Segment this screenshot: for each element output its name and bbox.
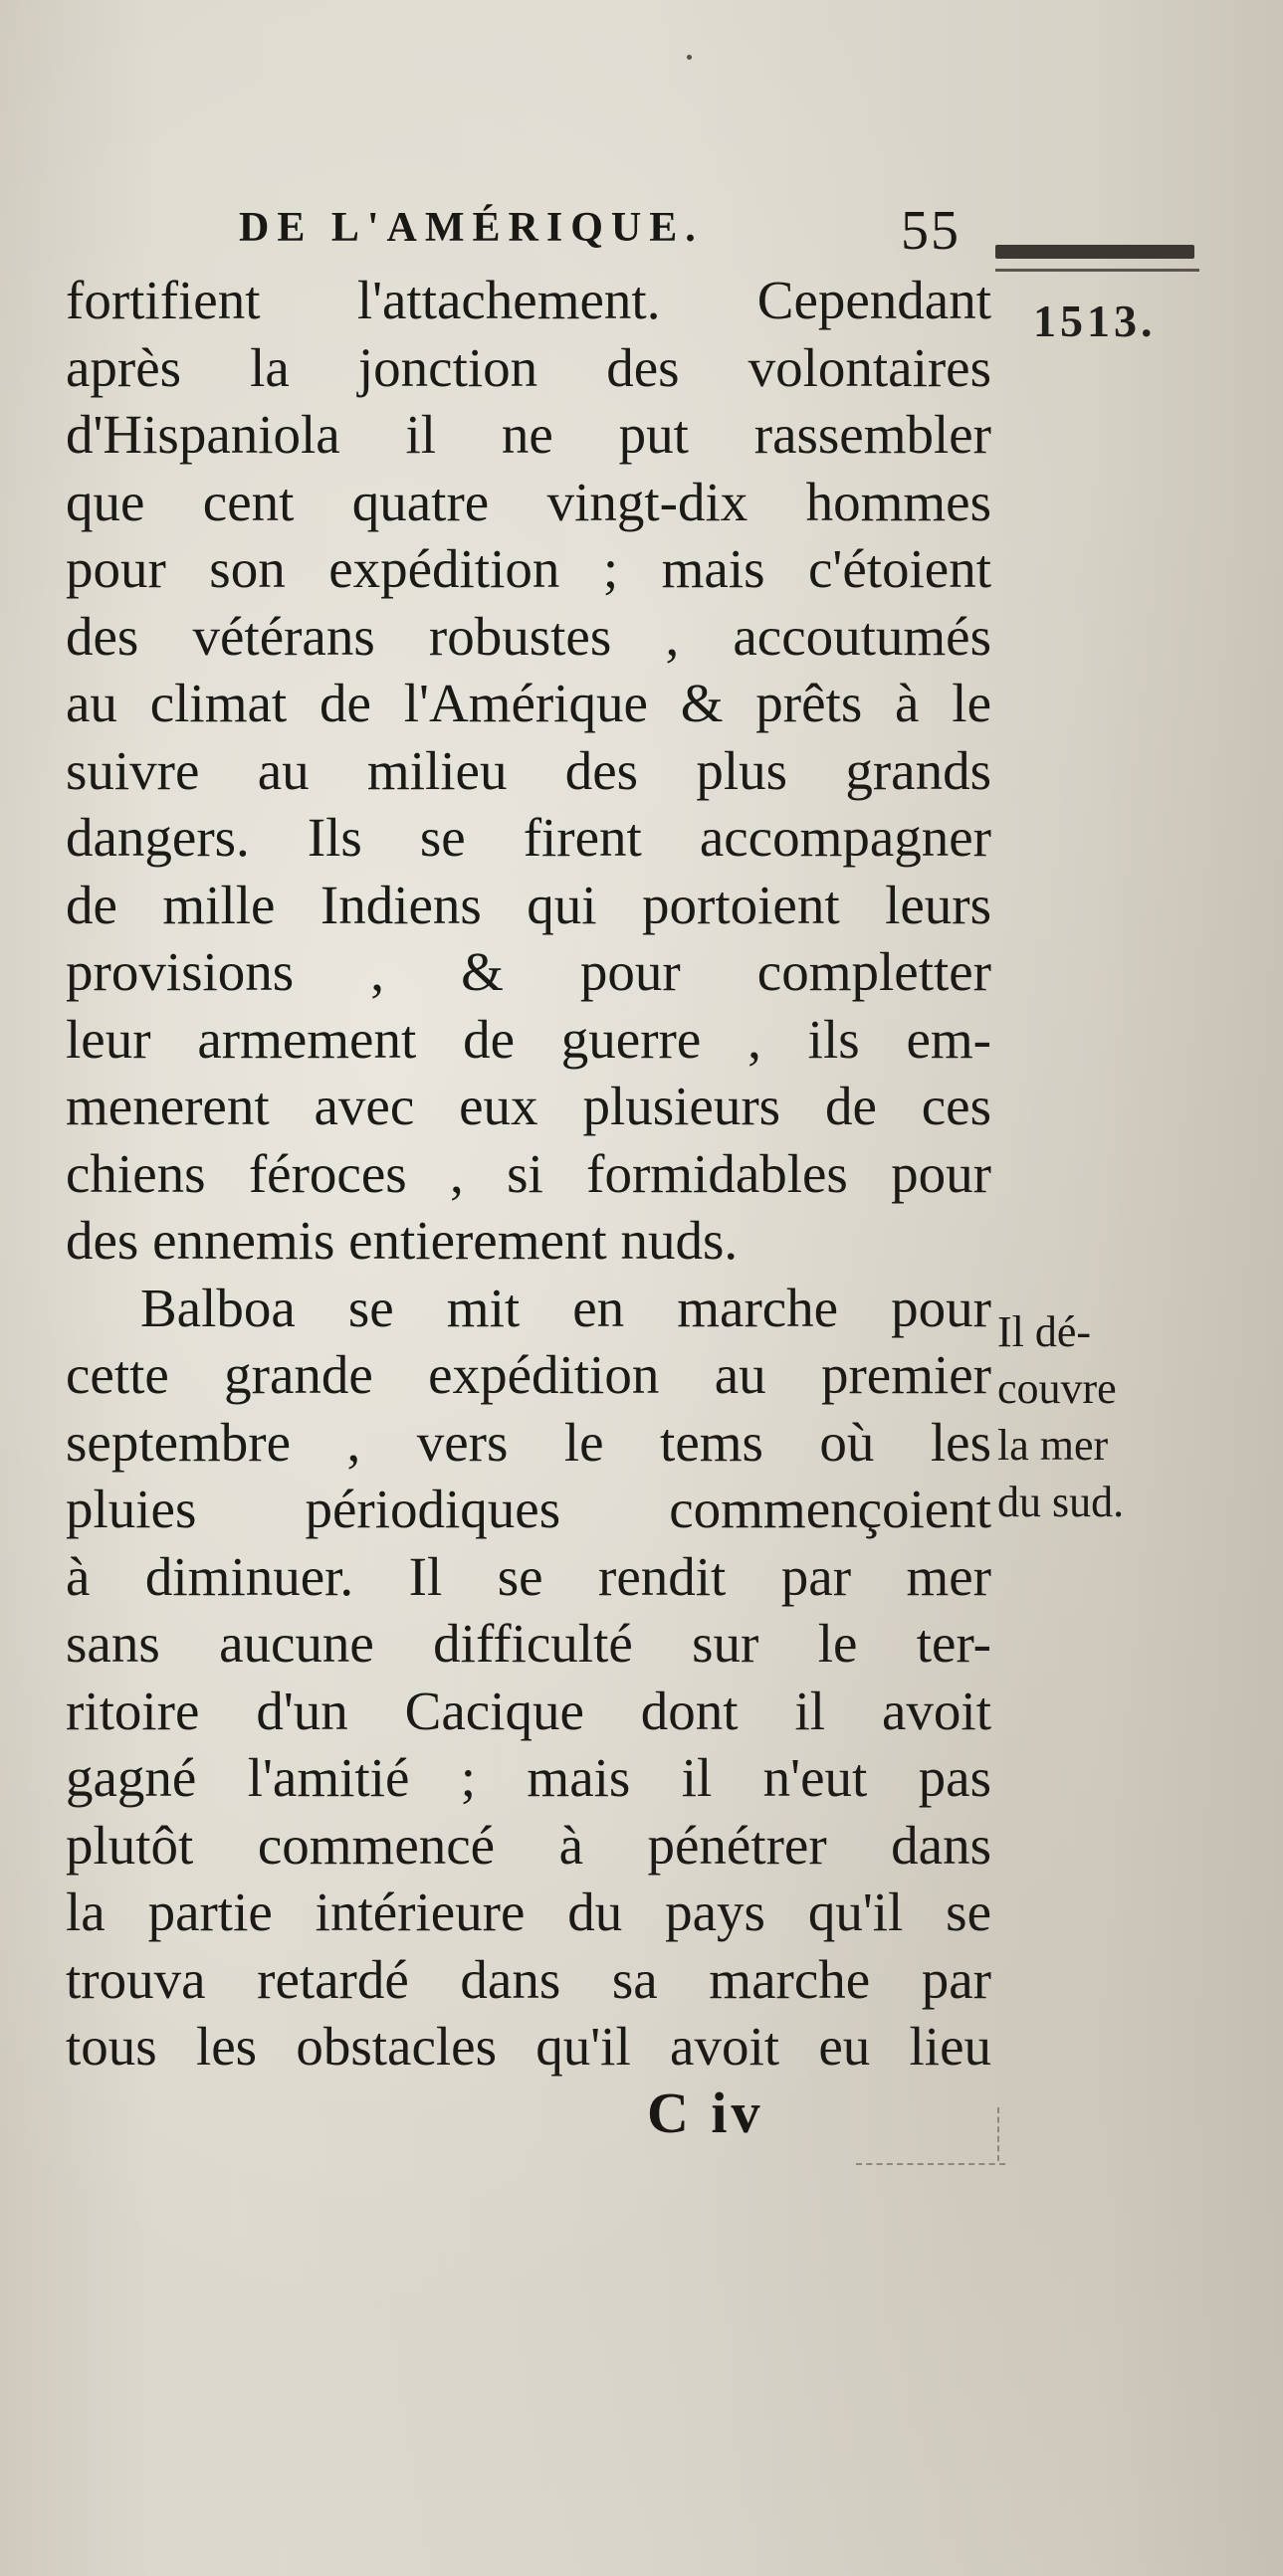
text-line: pluies périodiques commençoient bbox=[66, 1479, 991, 1539]
sidenote-line: la mer bbox=[997, 1421, 1109, 1470]
text-line: gagné l'amitié ; mais il n'eut pas bbox=[66, 1747, 991, 1808]
text-line: chiens féroces , si formidables pour bbox=[66, 1142, 991, 1204]
text-line: Balboa se mit en marche pour bbox=[140, 1277, 991, 1338]
text-line: d'Hispaniola il ne put rassembler bbox=[66, 404, 991, 465]
sidenote-line: Il dé- bbox=[997, 1307, 1092, 1356]
text-line: que cent quatre vingt-dix hommes bbox=[66, 471, 991, 532]
text-line: trouva retardé dans sa marche par bbox=[66, 1948, 991, 2010]
sidenote-line: du sud. bbox=[997, 1478, 1125, 1526]
text-line: des ennemis entierement nuds. bbox=[66, 1210, 739, 1271]
show-through-trace bbox=[856, 2161, 1005, 2165]
text-line: après la jonction des volontaires bbox=[66, 336, 991, 398]
show-through-trace bbox=[995, 2107, 999, 2161]
text-line: tous les obstacles qu'il avoit eu lieu bbox=[66, 2016, 991, 2077]
running-title: DE L'AMÉRIQUE. bbox=[239, 205, 704, 251]
text-line: au climat de l'Amérique & prêts à le bbox=[66, 673, 991, 733]
text-line: ritoire d'un Cacique dont il avoit bbox=[66, 1680, 991, 1741]
text-line: sans aucune difficulté sur le ter- bbox=[66, 1613, 991, 1674]
sidenote-line: couvre bbox=[997, 1364, 1117, 1413]
header-rule bbox=[995, 245, 1194, 259]
text-line: de mille Indiens qui portoient leurs bbox=[66, 874, 991, 935]
text-line: dangers. Ils se firent accompagner bbox=[66, 807, 991, 868]
page-number: 55 bbox=[901, 200, 961, 262]
signature-mark: C iv bbox=[647, 2081, 764, 2145]
text-line: leur armement de guerre , ils em- bbox=[66, 1008, 991, 1070]
text-line: fortifient l'attachement. Cependant bbox=[66, 270, 991, 330]
header-rule-thin bbox=[995, 269, 1199, 272]
margin-year: 1513. bbox=[1033, 296, 1157, 346]
ink-speck bbox=[687, 55, 692, 60]
text-line: pour son expédition ; mais c'étoient bbox=[66, 538, 991, 599]
text-line: provisions , & pour completter bbox=[66, 941, 991, 1002]
text-line: des vétérans robustes , accoutumés bbox=[66, 605, 991, 667]
text-line: menerent avec eux plusieurs de ces bbox=[66, 1076, 991, 1136]
margin-sidenote bbox=[997, 1303, 1226, 1530]
text-line: la partie intérieure du pays qu'il se bbox=[66, 1882, 991, 1942]
text-line: plutôt commencé à pénétrer dans bbox=[66, 1814, 991, 1876]
body-text bbox=[66, 267, 991, 2081]
text-line: à diminuer. Il se rendit par mer bbox=[66, 1545, 991, 1607]
text-line: suivre au milieu des plus grands bbox=[66, 739, 991, 801]
text-line: cette grande expédition au premier bbox=[66, 1344, 991, 1405]
text-line: septembre , vers le tems où les bbox=[66, 1411, 991, 1473]
